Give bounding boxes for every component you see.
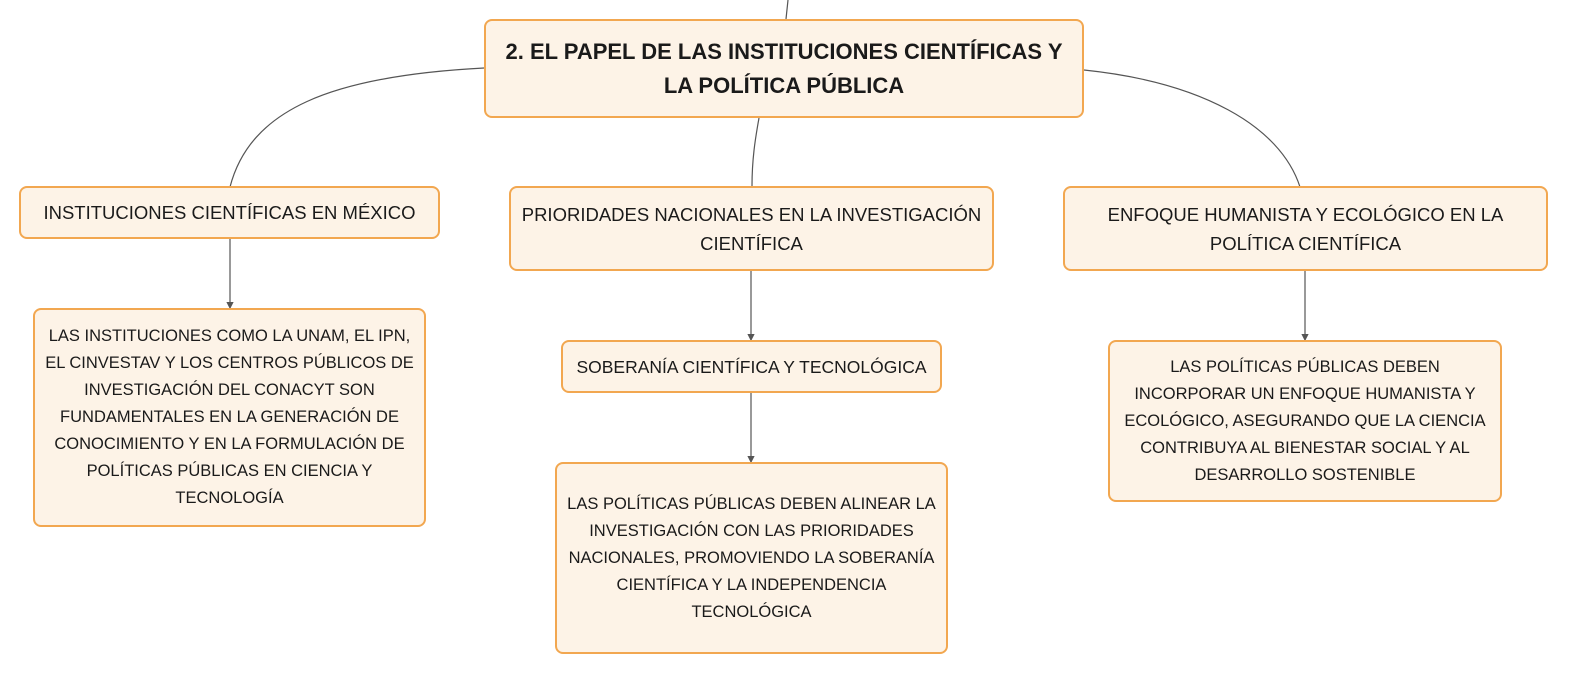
detail-prioridades[interactable] (555, 462, 948, 654)
connector-from-parent (786, 0, 788, 19)
subtopic-soberania-label: SOBERANÍA CIENTÍFICA Y TECNOLÓGICA (576, 356, 927, 377)
detail-instituciones[interactable] (33, 308, 426, 527)
detail-prioridades-text: LAS POLÍTICAS PÚBLICAS DEBEN ALINEAR LA INVESTIGACIÓN CON LAS PRIORIDADES NACIONALES, PROMOVIENDO LA SOBERANÍA CIENTÍFICA Y LA INDEPENDENCIA TECNOLÓGICA (567, 494, 936, 621)
connector-root-to-instituciones (230, 68, 484, 187)
detail-enfoque[interactable] (1108, 340, 1502, 502)
branch-instituciones-label: INSTITUCIONES CIENTÍFICAS EN MÉXICO (43, 202, 416, 223)
subtopic-soberania[interactable] (561, 340, 942, 393)
branch-prioridades-label: PRIORIDADES NACIONALES EN LA INVESTIGACIÓN CIENTÍFICA (521, 203, 982, 254)
branch-instituciones[interactable] (19, 186, 440, 239)
detail-enfoque-text: LAS POLÍTICAS PÚBLICAS DEBEN INCORPORAR UN ENFOQUE HUMANISTA Y ECOLÓGICO, ASEGURANDO QUE LA CIENCIA CONTRIBUYA AL BIENESTAR SOCIAL Y AL DESARROLLO SOSTENIBLE (1124, 357, 1486, 484)
root-topic-label: 2. EL PAPEL DE LAS INSTITUCIONES CIENTÍFICAS Y LA POLÍTICA PÚBLICA (505, 38, 1063, 98)
connector-root-to-prioridades (752, 118, 759, 186)
branch-enfoque[interactable] (1063, 186, 1548, 271)
branch-enfoque-label: ENFOQUE HUMANISTA Y ECOLÓGICO EN LA POLÍTICA CIENTÍFICA (1107, 203, 1504, 254)
detail-instituciones-text: LAS INSTITUCIONES COMO LA UNAM, EL IPN, EL CINVESTAV Y LOS CENTROS PÚBLICOS DE INVESTIGACIÓN DEL CONACYT SON FUNDAMENTALES EN LA GENERACIÓN DE CONOCIMIENTO Y EN LA FORMULACIÓN DE POLÍTICAS PÚBLICAS EN CIENCIA Y TECNOLOGÍA (45, 327, 414, 507)
root-topic[interactable] (484, 19, 1084, 118)
branch-prioridades[interactable] (509, 186, 994, 271)
connector-root-to-enfoque (1084, 70, 1300, 187)
